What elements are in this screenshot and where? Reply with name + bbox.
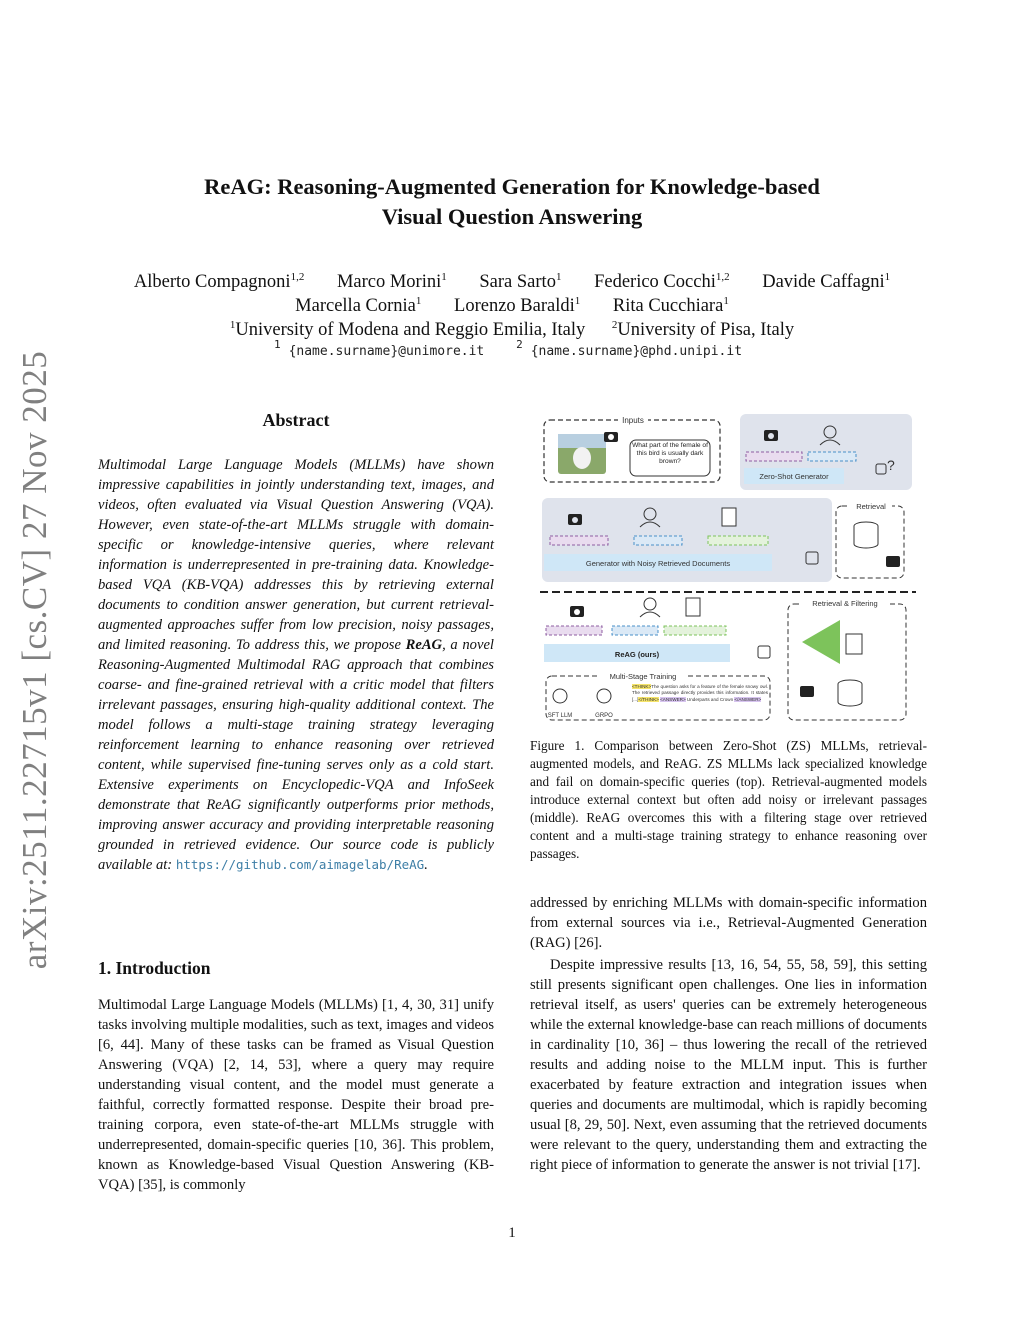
title-line-2: Visual Question Answering — [381, 204, 643, 229]
arxiv-side-stamp: arXiv:2511.22715v1 [cs.CV] 27 Nov 2025 — [15, 350, 54, 970]
figure-1 — [540, 412, 916, 724]
paragraph: addressed by enriching MLLMs with domain-specific information from external sources via i.e., Retrieval-Augmented Generation (RAG) [26]. — [530, 895, 927, 951]
intro-heading: 1. Introduction — [98, 958, 211, 978]
author: Rita Cucchiara$^1$ — [612, 295, 729, 316]
title-line-1: ReAG: Reasoning-Augmented Generation for Knowledge-based — [204, 174, 820, 199]
author: Alberto Compagnoni$^{1,2}$ — [133, 271, 305, 292]
document-icon — [722, 508, 736, 526]
author: Marco Morini$^1$ — [336, 271, 447, 292]
network-icon — [553, 689, 567, 703]
multistage-label: Multi-Stage Training — [609, 672, 677, 681]
reasoning-example: <THINK>The question asks for a feature of the female snowy owl. The retrieved passage directly provides this information. It states [...]</THINK> <ANSWER> Underparts and Crown </ANSWER> — [632, 684, 768, 702]
svg-text:SFT LLM: SFT LLM — [547, 713, 573, 719]
authors-line-1 — [80, 271, 944, 294]
authors-line-2 — [80, 295, 944, 318]
svg-text:Generator with Noisy Retrieved: Generator with Noisy Retrieved Documents — [585, 559, 731, 568]
source-code-link[interactable]: https://github.com/aimagelab/ReAG — [175, 857, 425, 872]
inputs-label: Inputs — [622, 416, 644, 425]
author: Davide Caffagni$^1$ — [762, 271, 891, 292]
owl-icon — [573, 447, 591, 469]
text-tokens — [808, 452, 856, 461]
right-column-body — [530, 893, 927, 1175]
abstract-body: Multimodal Large Language Models (MLLMs) have shown impressive capabilities in jointly understanding text, images, and videos, often evaluated via Visual Question Answering (VQA). However, even state-of-the-art MLLMs struggle with domain-specific or knowledge-intensive queries, where relevant information is underrepresented in pre-training data. Knowledge-based VQA (KB-VQA) addresses this by retrieving external documents to condition answer generation, but current retrieval-augmented approaches suffer from low precision, noisy passages, and limited reasoning. To address this, we propose ReAG, a novel Reasoning-Augmented Multimodal RAG approach that combines coarse- and fine-grained retrieval with a critic model that filters irrelevant passages, ensuring high-quality additional context. The model follows a multi-stage training strategy leveraging reinforcement learning to enhance reasoning over retrieved content, while supervised fine-tuning serves only as a cold start. Extensive experiments on Encyclopedic-VQA and InfoSeek demonstrate that ReAG significantly outperforms prior methods, improving answer accuracy and providing interpretable reasoning grounded in retrieved evidence. Our source code is publicly available at: https://github.com/aimagelab/ReAG. — [98, 457, 494, 873]
figure-caption: Figure 1. Comparison between Zero-Shot (ZS) MLLMs, retrieval-augmented models, and ReAG. ZS MLLMs lack specialized knowledge and fail on domain-specific queries (top). Retrieval-augmented models introduce external context but often add noisy or irrelevant passages (middle). ReAG overcomes this with a filtering stage over retrieved content and a multi-stage training strategy to enhance reasoning over passages. — [530, 738, 927, 861]
paragraph: Despite impressive results [13, 16, 54, 55, 58, 59], this setting still presents significant open challenges. One lies in information retrieval itself, as users' queries can be extremely heterogeneous while the external knowledge-base can reach millions of documents in cardinality [10, 36] – thus lowering the recall of the retrieved results and adding noise to the MLLM input. This is further exacerbated by feature extraction and integration issues when queries and documents are multimodal, which is rapidly becoming usual [8, 29, 50]. Next, even assuming that the retrieved documents were relevant to the query, understanding them and extracting the right piece of information to generate the answer is not trivial [17]. — [530, 957, 927, 1173]
paper-title — [100, 172, 924, 232]
camera-icon — [800, 686, 814, 697]
affiliation: $^2$University of Pisa, Italy — [611, 319, 795, 340]
image-tokens — [746, 452, 802, 461]
author: Federico Cocchi$^{1,2}$ — [594, 271, 730, 292]
camera-icon — [886, 556, 900, 567]
author: Lorenzo Baraldi$^1$ — [454, 295, 581, 316]
person-icon — [644, 598, 656, 610]
email: $^2$ {name.surname}@phd.unipi.it — [516, 338, 743, 359]
emails — [80, 338, 944, 359]
question-text: What part of the female of this bird is usually dark brown? — [632, 442, 708, 465]
affiliations — [80, 319, 944, 342]
confused-robot-icon: ? — [887, 457, 895, 473]
author: Sara Sarto$^1$ — [479, 271, 562, 292]
svg-text:ReAG (ours): ReAG (ours) — [614, 650, 660, 659]
retrieval-label: Retrieval — [856, 502, 886, 511]
retrieval-filtering-label: Retrieval & Filtering — [812, 599, 878, 608]
svg-text:GRPO: GRPO — [595, 713, 613, 719]
email: $^1$ {name.surname}@unimore.it — [273, 338, 485, 359]
intro-body: Multimodal Large Language Models (MLLMs) [1, 4, 30, 31] unify tasks involving multiple modalities, such as text, images and videos [6, 44]. Many of these tasks can be framed as Visual Question Answering (VQA) [2, 14, 53], where a query may require understanding visual content, and the model must generate a faithful, correctly formatted response. Despite their broad pre-training corpora, even state-of-the-art MLLMs struggle with underrepresented, domain-specific queries [10, 36]. This problem, known as Knowledge-based Visual Question Answering (KB-VQA) [35], is commonly — [98, 997, 495, 1193]
abstract-heading: Abstract — [262, 410, 330, 430]
filter-funnel-icon — [802, 620, 840, 664]
affiliation: $^1$University of Modena and Reggio Emilia, Italy — [229, 319, 586, 340]
network-icon — [597, 689, 611, 703]
page-number: 1 — [508, 1225, 516, 1241]
document-check-icon — [686, 598, 700, 616]
svg-text:Zero-Shot Generator: Zero-Shot Generator — [759, 472, 829, 481]
robot-icon — [758, 646, 770, 658]
documents-icon — [846, 634, 862, 654]
author: Marcella Cornia$^1$ — [295, 295, 422, 316]
